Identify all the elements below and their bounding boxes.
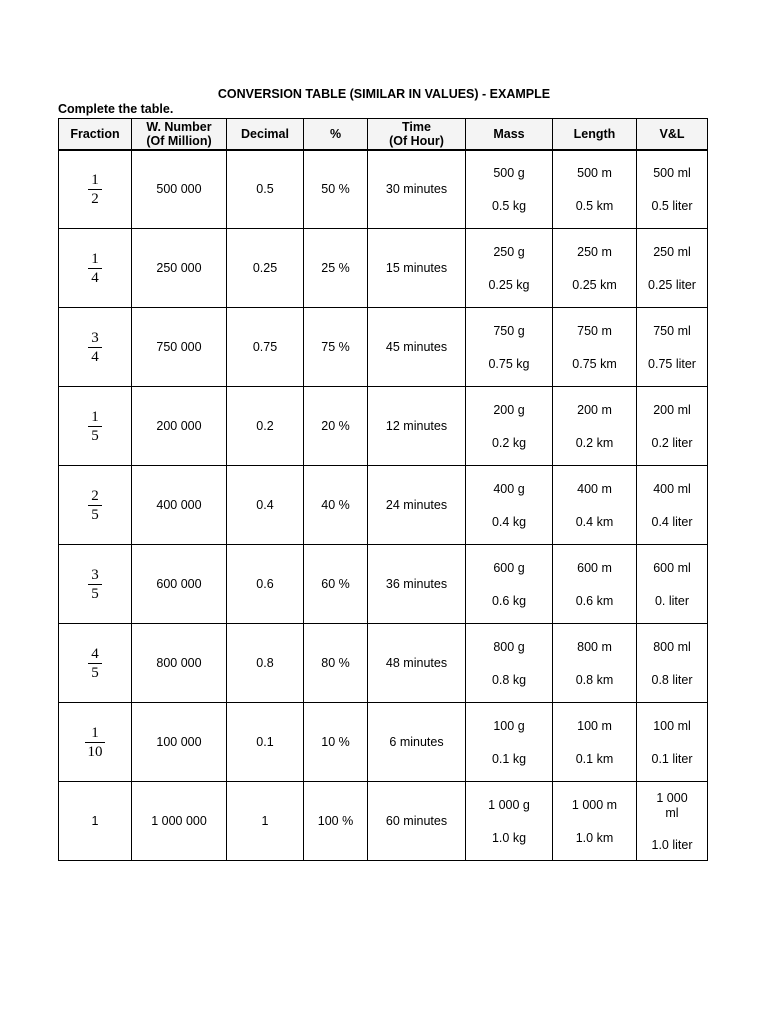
length-kilometers: 0.2 km bbox=[575, 435, 614, 450]
vl-cell bbox=[637, 150, 708, 229]
time-cell: 36 minutes bbox=[368, 545, 466, 624]
header-time-line1: Time bbox=[402, 119, 431, 134]
table-row bbox=[59, 308, 708, 387]
fraction-cell bbox=[59, 545, 132, 624]
volume-milliliters: 100 ml bbox=[653, 718, 691, 733]
mass-kilograms: 0.1 kg bbox=[491, 751, 527, 766]
mass-kilograms: 0.6 kg bbox=[491, 593, 527, 608]
volume-milliliters: 200 ml bbox=[653, 402, 691, 417]
volume-ml-line2: ml bbox=[665, 805, 679, 820]
decimal-cell: 0.4 bbox=[227, 466, 304, 545]
conversion-table bbox=[58, 118, 708, 861]
volume-liters: 0.25 liter bbox=[648, 277, 696, 292]
fraction bbox=[88, 409, 102, 444]
mass-kilograms: 0.75 kg bbox=[488, 356, 530, 371]
fraction-denominator: 10 bbox=[87, 743, 103, 760]
volume-milliliters: 250 ml bbox=[653, 244, 691, 259]
whole-number-cell: 750 000 bbox=[132, 308, 227, 387]
fraction-numerator: 3 bbox=[91, 566, 99, 583]
length-cell bbox=[553, 545, 637, 624]
volume-liters: 0.1 liter bbox=[651, 751, 693, 766]
mass-grams: 500 g bbox=[493, 165, 525, 180]
volume-milliliters: 400 ml bbox=[653, 481, 691, 496]
length-kilometers: 0.8 km bbox=[575, 672, 614, 687]
mass-grams: 800 g bbox=[493, 639, 525, 654]
time-cell: 24 minutes bbox=[368, 466, 466, 545]
fraction-cell bbox=[59, 150, 132, 229]
length-cell bbox=[553, 703, 637, 782]
length-meters: 750 m bbox=[577, 323, 612, 338]
length-kilometers: 0.1 km bbox=[575, 751, 614, 766]
header-row bbox=[59, 119, 708, 150]
whole-number-cell: 400 000 bbox=[132, 466, 227, 545]
mass-kilograms: 0.8 kg bbox=[491, 672, 527, 687]
fraction-denominator: 5 bbox=[91, 664, 99, 681]
percent-cell: 50 % bbox=[304, 150, 368, 229]
mass-cell bbox=[466, 387, 553, 466]
mass-grams: 1 000 g bbox=[488, 797, 530, 812]
mass-kilograms: 0.4 kg bbox=[491, 514, 527, 529]
mass-kilograms: 1.0 kg bbox=[491, 830, 527, 845]
decimal-cell: 1 bbox=[227, 782, 304, 861]
whole-number-cell: 800 000 bbox=[132, 624, 227, 703]
fraction-numerator: 1 bbox=[91, 408, 99, 425]
whole-number-cell: 1 000 000 bbox=[132, 782, 227, 861]
header-length: Length bbox=[553, 119, 637, 150]
fraction-bar bbox=[88, 426, 102, 427]
vl-cell bbox=[637, 782, 708, 861]
mass-grams: 250 g bbox=[493, 244, 525, 259]
fraction-bar bbox=[88, 663, 102, 664]
vl-cell bbox=[637, 308, 708, 387]
mass-cell bbox=[466, 308, 553, 387]
length-cell bbox=[553, 150, 637, 229]
volume-liters: 0.75 liter bbox=[648, 356, 696, 371]
vl-cell bbox=[637, 387, 708, 466]
time-cell: 12 minutes bbox=[368, 387, 466, 466]
mass-kilograms: 0.5 kg bbox=[491, 198, 527, 213]
table-row bbox=[59, 545, 708, 624]
table-row bbox=[59, 387, 708, 466]
decimal-cell: 0.2 bbox=[227, 387, 304, 466]
vl-cell bbox=[637, 229, 708, 308]
volume-liters: 0.2 liter bbox=[651, 435, 693, 450]
length-kilometers: 0.6 km bbox=[575, 593, 614, 608]
fraction-denominator: 5 bbox=[91, 506, 99, 523]
decimal-cell: 0.8 bbox=[227, 624, 304, 703]
fraction-cell bbox=[59, 229, 132, 308]
header-decimal: Decimal bbox=[227, 119, 304, 150]
mass-cell bbox=[466, 466, 553, 545]
page-title: CONVERSION TABLE (SIMILAR IN VALUES) - EXAMPLE bbox=[217, 87, 551, 101]
fraction-numerator: 2 bbox=[91, 487, 99, 504]
fraction bbox=[88, 172, 102, 207]
decimal-cell: 0.1 bbox=[227, 703, 304, 782]
mass-cell bbox=[466, 229, 553, 308]
mass-grams: 200 g bbox=[493, 402, 525, 417]
whole-number-cell: 250 000 bbox=[132, 229, 227, 308]
fraction-denominator: 5 bbox=[91, 585, 99, 602]
fraction-numerator: 1 bbox=[91, 171, 99, 188]
mass-kilograms: 0.2 kg bbox=[491, 435, 527, 450]
fraction bbox=[85, 725, 105, 760]
length-kilometers: 0.5 km bbox=[575, 198, 614, 213]
mass-grams: 600 g bbox=[493, 560, 525, 575]
length-cell bbox=[553, 387, 637, 466]
table-row bbox=[59, 624, 708, 703]
table-row bbox=[59, 150, 708, 229]
vl-cell bbox=[637, 466, 708, 545]
fraction-bar bbox=[88, 268, 102, 269]
length-cell bbox=[553, 782, 637, 861]
volume-liters: 1.0 liter bbox=[651, 837, 693, 852]
table-row-last bbox=[59, 782, 708, 861]
mass-cell bbox=[466, 545, 553, 624]
length-meters: 600 m bbox=[577, 560, 612, 575]
length-meters: 200 m bbox=[577, 402, 612, 417]
mass-grams: 100 g bbox=[493, 718, 525, 733]
header-vl: V&L bbox=[637, 119, 708, 150]
mass-cell bbox=[466, 782, 553, 861]
fraction-denominator: 2 bbox=[91, 190, 99, 207]
volume-ml-line1: 1 000 bbox=[656, 790, 688, 805]
percent-cell: 60 % bbox=[304, 545, 368, 624]
length-cell bbox=[553, 229, 637, 308]
percent-cell: 25 % bbox=[304, 229, 368, 308]
length-kilometers: 0.4 km bbox=[575, 514, 614, 529]
fraction-bar bbox=[88, 347, 102, 348]
fraction-whole: 1 bbox=[91, 814, 99, 828]
length-meters: 400 m bbox=[577, 481, 612, 496]
fraction-bar bbox=[88, 505, 102, 506]
whole-number-cell: 100 000 bbox=[132, 703, 227, 782]
time-cell: 60 minutes bbox=[368, 782, 466, 861]
percent-cell: 100 % bbox=[304, 782, 368, 861]
length-kilometers: 1.0 km bbox=[575, 830, 614, 845]
fraction bbox=[88, 646, 102, 681]
fraction bbox=[88, 567, 102, 602]
time-cell: 45 minutes bbox=[368, 308, 466, 387]
vl-cell bbox=[637, 545, 708, 624]
whole-number-cell: 200 000 bbox=[132, 387, 227, 466]
decimal-cell: 0.6 bbox=[227, 545, 304, 624]
length-meters: 500 m bbox=[577, 165, 612, 180]
header-percent: % bbox=[304, 119, 368, 150]
table-body bbox=[59, 150, 708, 861]
length-meters: 1 000 m bbox=[571, 797, 618, 812]
length-kilometers: 0.25 km bbox=[572, 277, 617, 292]
fraction-cell bbox=[59, 387, 132, 466]
volume-liters: 0. liter bbox=[654, 593, 690, 608]
fraction-cell bbox=[59, 624, 132, 703]
time-cell: 48 minutes bbox=[368, 624, 466, 703]
length-cell bbox=[553, 308, 637, 387]
time-cell: 15 minutes bbox=[368, 229, 466, 308]
header-time bbox=[368, 119, 466, 150]
whole-number-cell: 500 000 bbox=[132, 150, 227, 229]
mass-grams: 400 g bbox=[493, 481, 525, 496]
mass-cell bbox=[466, 150, 553, 229]
length-meters: 100 m bbox=[577, 718, 612, 733]
fraction-cell bbox=[59, 466, 132, 545]
table-row bbox=[59, 229, 708, 308]
length-meters: 800 m bbox=[577, 639, 612, 654]
fraction-denominator: 4 bbox=[91, 269, 99, 286]
volume-milliliters: 750 ml bbox=[653, 323, 691, 338]
time-cell: 30 minutes bbox=[368, 150, 466, 229]
length-meters: 250 m bbox=[577, 244, 612, 259]
volume-milliliters: 800 ml bbox=[653, 639, 691, 654]
volume-liters: 0.4 liter bbox=[651, 514, 693, 529]
percent-cell: 40 % bbox=[304, 466, 368, 545]
decimal-cell: 0.75 bbox=[227, 308, 304, 387]
fraction-numerator: 3 bbox=[91, 329, 99, 346]
header-whole-number bbox=[132, 119, 227, 150]
percent-cell: 75 % bbox=[304, 308, 368, 387]
header-fraction: Fraction bbox=[59, 119, 132, 150]
fraction-cell bbox=[59, 308, 132, 387]
mass-cell bbox=[466, 703, 553, 782]
length-cell bbox=[553, 466, 637, 545]
fraction-numerator: 1 bbox=[91, 724, 99, 741]
length-cell bbox=[553, 624, 637, 703]
percent-cell: 10 % bbox=[304, 703, 368, 782]
fraction-denominator: 4 bbox=[91, 348, 99, 365]
header-whole-number-line2: (Of Million) bbox=[146, 133, 212, 148]
fraction bbox=[88, 251, 102, 286]
header-mass: Mass bbox=[466, 119, 553, 150]
vl-cell bbox=[637, 624, 708, 703]
percent-cell: 80 % bbox=[304, 624, 368, 703]
mass-cell bbox=[466, 624, 553, 703]
fraction-bar bbox=[88, 584, 102, 585]
table-row bbox=[59, 703, 708, 782]
fraction-numerator: 1 bbox=[91, 250, 99, 267]
volume-milliliters: 600 ml bbox=[653, 560, 691, 575]
fraction-numerator: 4 bbox=[91, 645, 99, 662]
whole-number-cell: 600 000 bbox=[132, 545, 227, 624]
vl-cell bbox=[637, 703, 708, 782]
mass-grams: 750 g bbox=[493, 323, 525, 338]
mass-kilograms: 0.25 kg bbox=[488, 277, 530, 292]
fraction-bar bbox=[85, 742, 105, 743]
length-kilometers: 0.75 km bbox=[572, 356, 617, 371]
volume-milliliters bbox=[656, 791, 687, 821]
fraction-bar bbox=[88, 189, 102, 190]
percent-cell: 20 % bbox=[304, 387, 368, 466]
fraction-cell bbox=[59, 782, 132, 861]
header-whole-number-line1: W. Number bbox=[146, 119, 212, 134]
instruction-text: Complete the table. bbox=[58, 102, 174, 116]
fraction bbox=[88, 330, 102, 365]
fraction-denominator: 5 bbox=[91, 427, 99, 444]
fraction bbox=[88, 488, 102, 523]
header-time-line2: (Of Hour) bbox=[389, 133, 444, 148]
decimal-cell: 0.25 bbox=[227, 229, 304, 308]
table-row bbox=[59, 466, 708, 545]
volume-liters: 0.8 liter bbox=[651, 672, 693, 687]
decimal-cell: 0.5 bbox=[227, 150, 304, 229]
fraction-cell bbox=[59, 703, 132, 782]
volume-liters: 0.5 liter bbox=[651, 198, 693, 213]
volume-milliliters: 500 ml bbox=[653, 165, 691, 180]
time-cell: 6 minutes bbox=[368, 703, 466, 782]
